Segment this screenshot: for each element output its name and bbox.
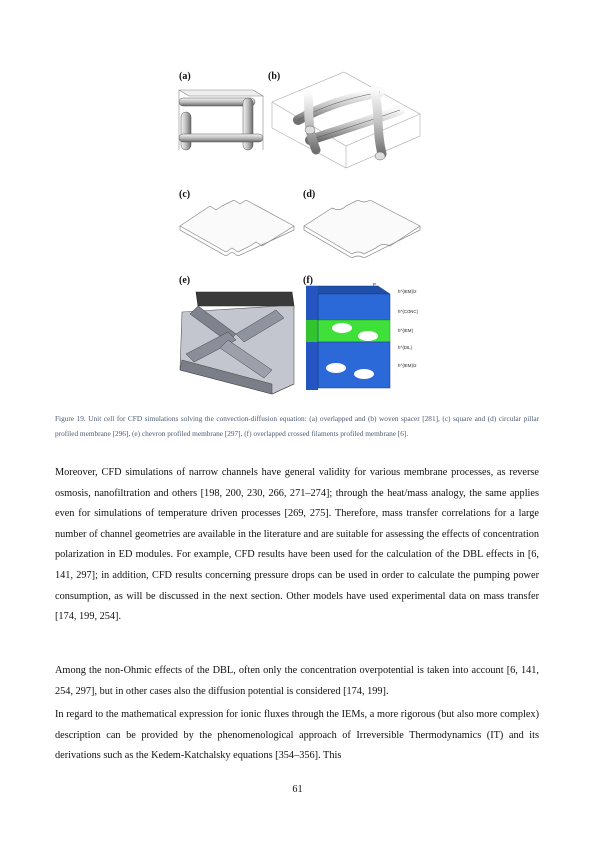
panel-d-label: (d) — [303, 189, 316, 200]
page-number: 61 — [292, 784, 303, 795]
panel-f-label-h-iem-half-bottom: h^{IEM}/2 — [398, 363, 417, 368]
panel-f-label: (f) — [303, 275, 313, 286]
body-paragraph: Among the non-Ohmic effects of the DBL, often only the concentration overpotential is taken into account [6, 141, 254, 297], but in other cases also the diffusion potential is considered [174, 199]. — [55, 665, 539, 697]
panel-f-label-p: P — [373, 282, 376, 287]
panel-e-label: (e) — [179, 275, 191, 286]
panel-f-crossed-filaments-membrane-illustration — [302, 280, 398, 392]
panel-b-woven-spacer-illustration — [270, 70, 422, 170]
panel-a-overlapped-spacer-illustration — [175, 84, 267, 156]
panel-f-label-h-iem: h^{IEM} — [398, 328, 413, 333]
figure-caption: Figure 19. Unit cell for CFD simulations solving the convection-diffusion equation: (a) overlapped and (b) woven spacer [281], (c) square and (d) circular pillar profiled membrane [296], (e) chevron profiled membrane [297], (f) overlapped crossed filaments profiled membrane [6]. — [55, 414, 539, 438]
panel-d-circular-pillar-membrane-illustration — [300, 200, 424, 258]
body-paragraph: Moreover, CFD simulations of narrow channels have general validity for various membrane processes, as reverse osmosis, nanofiltration and others [198, 200, 230, 266, 271–274]; through the heat/mass analogy, the same applies even for simulations of temperature driven processes [269, 275]. Therefore, mass transfer correlations for a large number of channel geometries are available in the literature and are suitable for assessing the effects of concentration polarization in ED modules. For example, CFD results have been used for the calculation of the DBL effects in [6, 141, 297]; in addition, CFD results concerning pressure drops can be used in order to calculate the pumping power consumption, as will be discussed in the next section. Other models have used experimental data on mass transfer [174, 199, 254]. — [55, 467, 539, 623]
panel-e-chevron-membrane-illustration — [176, 284, 298, 396]
panel-b-label: (b) — [268, 71, 281, 82]
body-paragraph: In regard to the mathematical expression for ionic fluxes through the IEMs, a more rigorous (but also more complex) description can be provided by the phenomenological approach of Irreversible Thermodynamics (IT) and its derivations such as the Kedem-Katchalsky equations [354–356]. This — [55, 709, 539, 762]
panel-f-label-h-dil: h^{DIL} — [398, 345, 412, 350]
panel-c-label: (c) — [179, 189, 191, 200]
panel-c-square-pillar-membrane-illustration — [176, 200, 298, 256]
panel-f-label-h-iem-half-top: h^{IEM}/2 — [398, 289, 417, 294]
panel-a-label: (a) — [179, 71, 191, 82]
panel-f-label-h-conc: h^{CONC} — [398, 309, 418, 314]
